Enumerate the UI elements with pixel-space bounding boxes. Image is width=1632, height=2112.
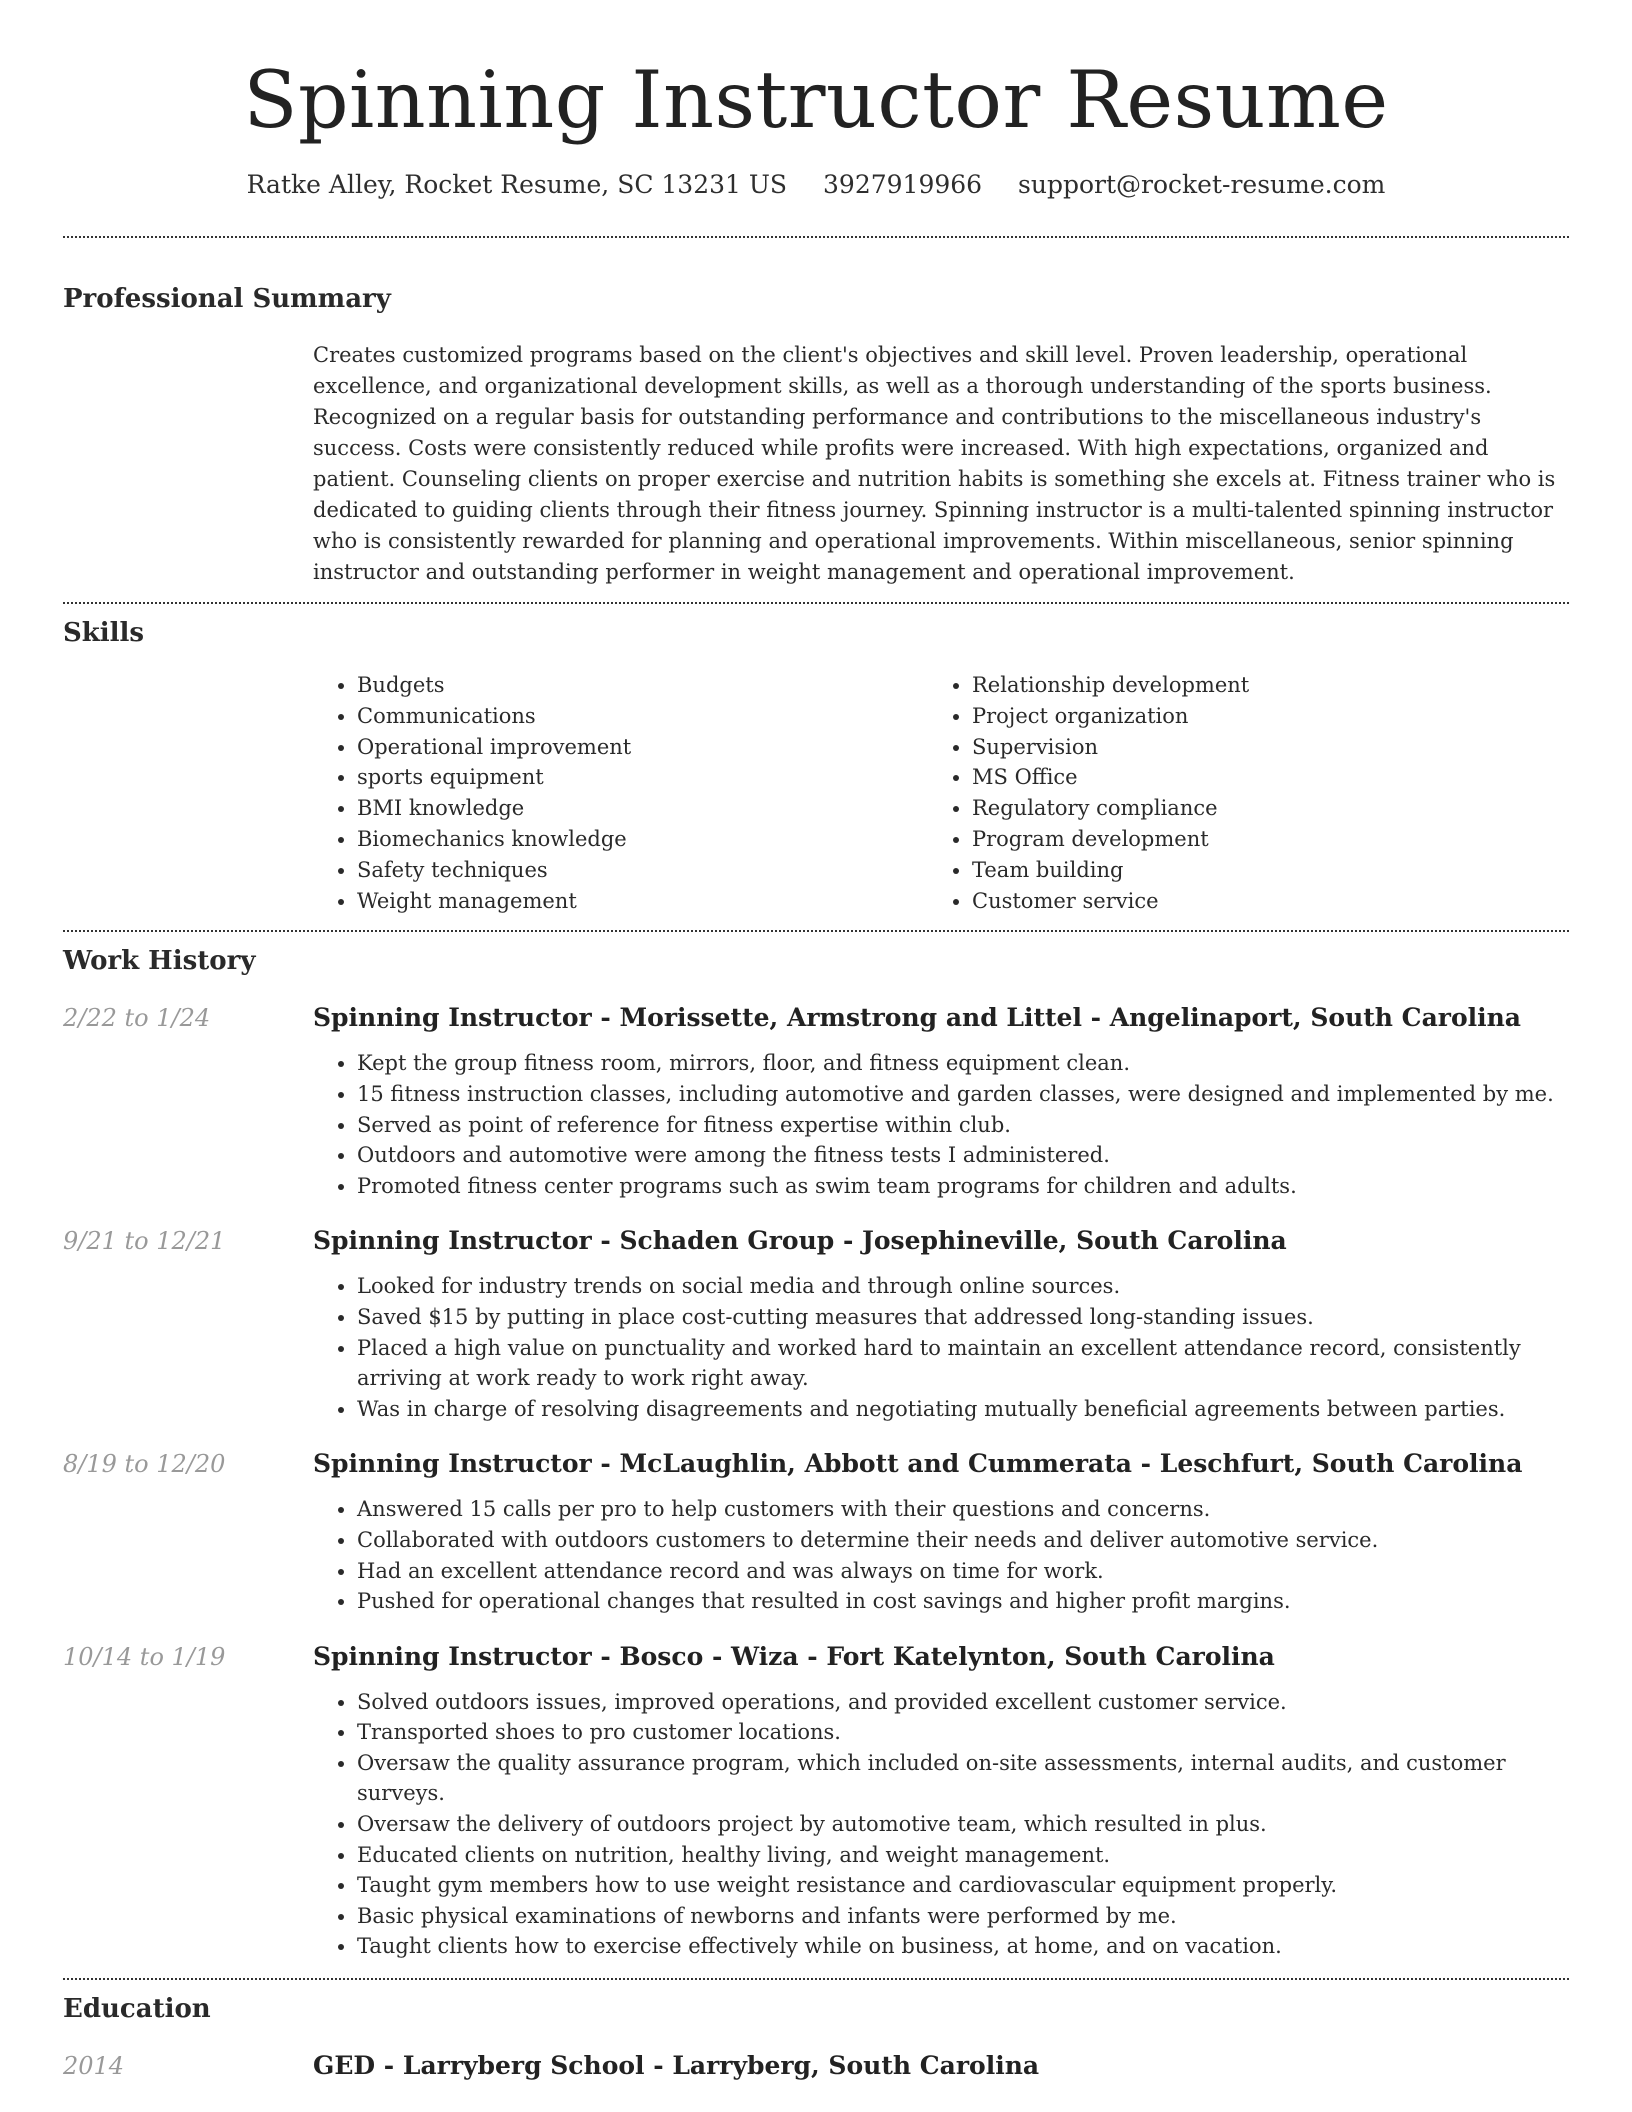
job-date: 2/22 to 1/24 <box>63 1004 211 1033</box>
job-body <box>313 1448 1569 1616</box>
job-bullets <box>313 1494 1569 1616</box>
contact-email: support@rocket-resume.com <box>1018 170 1386 199</box>
job-body <box>313 1225 1569 1424</box>
job-entry <box>63 1641 1569 1962</box>
skill-item: • Team building <box>972 855 1569 886</box>
job-date: 9/21 to 12/21 <box>63 1227 226 1256</box>
skill-item: • Safety techniques <box>357 855 928 886</box>
job-bullet: • 15 fitness instruction classes, including automotive and garden classes, were designed and implemented by me. <box>357 1079 1569 1110</box>
job-body <box>313 1002 1569 1201</box>
job-title: Spinning Instructor - Bosco - Wiza - Fort Katelynton, South Carolina <box>313 1641 1275 1671</box>
job-bullets <box>313 1271 1569 1424</box>
job-title: Spinning Instructor - Schaden Group - Josephineville, South Carolina <box>313 1226 1287 1256</box>
job-bullet: • Was in charge of resolving disagreements and negotiating mutually beneficial agreements between parties. <box>357 1394 1569 1425</box>
job-bullet: • Pushed for operational changes that resulted in cost savings and higher profit margins. <box>357 1586 1569 1617</box>
divider <box>63 930 1569 932</box>
job-body <box>313 1641 1569 1962</box>
skill-item: • sports equipment <box>357 762 928 793</box>
skill-item: • Regulatory compliance <box>972 793 1569 824</box>
job-date: 8/19 to 12/20 <box>63 1450 226 1479</box>
education-section <box>63 1992 1569 2082</box>
job-entry <box>63 1448 1569 1616</box>
job-bullet: • Oversaw the quality assurance program, which included on-site assessments, internal audits, and customer surveys. <box>357 1748 1569 1809</box>
education-entry <box>63 2050 1569 2082</box>
work-history-section <box>63 944 1569 1978</box>
job-bullet: • Basic physical examinations of newborns and infants were performed by me. <box>357 1901 1569 1932</box>
job-bullets <box>313 1687 1569 1962</box>
job-bullet: • Transported shoes to pro customer locations. <box>357 1717 1569 1748</box>
skill-item: • Communications <box>357 701 928 732</box>
job-title: Spinning Instructor - McLaughlin, Abbott and Cummerata - Leschfurt, South Carolina <box>313 1449 1523 1479</box>
summary-section <box>63 282 1569 588</box>
contact-line <box>63 168 1569 202</box>
job-bullet: • Saved $15 by putting in place cost-cutting measures that addressed long-standing issues. <box>357 1302 1569 1333</box>
job-bullet: • Promoted fitness center programs such as swim team programs for children and adults. <box>357 1171 1569 1202</box>
education-body <box>313 2050 1569 2082</box>
skill-item: • Supervision <box>972 732 1569 763</box>
job-bullet: • Had an excellent attendance record and was always on time for work. <box>357 1556 1569 1587</box>
skill-item: • MS Office <box>972 762 1569 793</box>
job-bullet: • Taught gym members how to use weight resistance and cardiovascular equipment properly. <box>357 1870 1569 1901</box>
job-bullet: • Educated clients on nutrition, healthy living, and weight management. <box>357 1840 1569 1871</box>
skills-column-left <box>313 670 928 916</box>
skill-item: • Budgets <box>357 670 928 701</box>
job-bullet: • Served as point of reference for fitness expertise within club. <box>357 1110 1569 1141</box>
skills-grid <box>313 670 1569 916</box>
job-bullet: • Kept the group fitness room, mirrors, floor, and fitness equipment clean. <box>357 1048 1569 1079</box>
divider <box>63 1978 1569 1980</box>
contact-address: Ratke Alley, Rocket Resume, SC 13231 US <box>246 170 788 199</box>
skills-column-right <box>928 670 1569 916</box>
education-date: 2014 <box>63 2052 125 2081</box>
skill-item: • Biomechanics knowledge <box>357 824 928 855</box>
job-title: Spinning Instructor - Morissette, Armstrong and Littel - Angelinaport, South Carolina <box>313 1003 1521 1033</box>
summary-text: Creates customized programs based on the client's objectives and skill level. Proven leadership, operational excellence, and organizational development skills, as well as a thorough understanding of the sports business. Recognized on a regular basis for outstanding performance and contributions to the miscellaneous industry's success. Costs were consistently reduced while profits were increased. With high expectations, organized and patient. Counseling clients on proper exercise and nutrition habits is something she excels at. Fitness trainer who is dedicated to guiding clients through their fitness journey. Spinning instructor is a multi-talented spinning instructor who is consistently rewarded for planning and operational improvements. Within miscellaneous, senior spinning instructor and outstanding performer in weight management and operational improvement. <box>313 343 1556 584</box>
job-bullet: • Looked for industry trends on social media and through online sources. <box>357 1271 1569 1302</box>
skill-item: • Customer service <box>972 886 1569 917</box>
job-date: 10/14 to 1/19 <box>63 1642 226 1671</box>
skill-item: • Relationship development <box>972 670 1569 701</box>
job-bullet: • Solved outdoors issues, improved operations, and provided excellent customer service. <box>357 1687 1569 1718</box>
job-bullets <box>313 1048 1569 1201</box>
job-bullet: • Taught clients how to exercise effectively while on business, at home, and on vacation. <box>357 1931 1569 1962</box>
skill-item: • Project organization <box>972 701 1569 732</box>
job-bullet: • Placed a high value on punctuality and worked hard to maintain an excellent attendance record, consistently arriving at work ready to work right away. <box>357 1333 1569 1394</box>
job-bullet: • Collaborated with outdoors customers to determine their needs and deliver automotive service. <box>357 1525 1569 1556</box>
job-entry <box>63 1225 1569 1424</box>
job-bullet: • Answered 15 calls per pro to help customers with their questions and concerns. <box>357 1494 1569 1525</box>
section-heading-summary: Professional Summary <box>63 284 391 314</box>
divider <box>63 236 1569 238</box>
education-title: GED - Larryberg School - Larryberg, South Carolina <box>313 2051 1040 2081</box>
resume-title: Spinning Instructor Resume <box>243 54 1389 146</box>
job-entry <box>63 1002 1569 1201</box>
section-heading-work-history: Work History <box>63 946 256 977</box>
skill-item: • Weight management <box>357 886 928 917</box>
skill-item: • Program development <box>972 824 1569 855</box>
job-bullet: • Outdoors and automotive were among the fitness tests I administered. <box>357 1140 1569 1171</box>
divider <box>63 602 1569 604</box>
job-bullet: • Oversaw the delivery of outdoors project by automotive team, which resulted in plus. <box>357 1809 1569 1840</box>
skill-item: • Operational improvement <box>357 732 928 763</box>
skills-section <box>63 616 1569 916</box>
section-heading-skills: Skills <box>63 618 145 648</box>
section-heading-education: Education <box>63 1994 211 2025</box>
contact-phone: 3927919966 <box>823 170 983 199</box>
skill-item: • BMI knowledge <box>357 793 928 824</box>
